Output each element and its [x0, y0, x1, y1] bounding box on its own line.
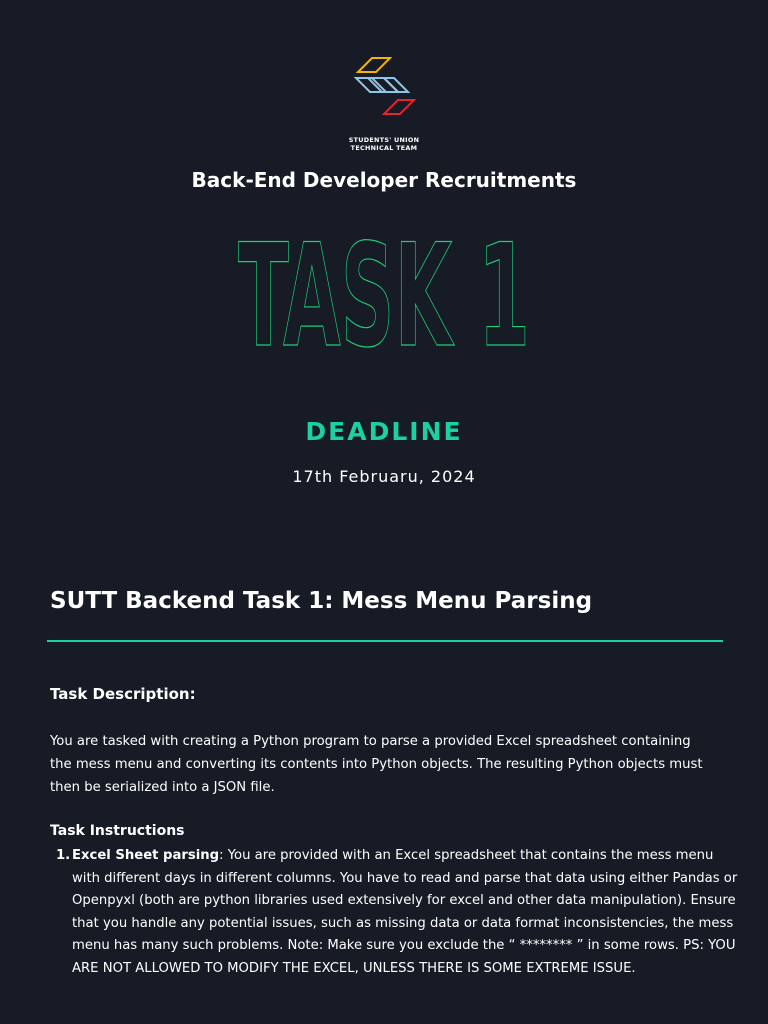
students-union-logo	[334, 56, 434, 150]
task-instructions-heading: Task Instructions	[50, 823, 185, 839]
document-title: SUTT Backend Task 1: Mess Menu Parsing	[50, 588, 593, 614]
task-heading	[224, 214, 544, 379]
instruction-title: Excel Sheet parsing	[72, 848, 220, 863]
org-name	[334, 136, 434, 152]
instruction-number: 1.	[56, 848, 71, 863]
deadline-label: DEADLINE	[305, 417, 463, 446]
recruitment-title: Back-End Developer Recruitments	[191, 168, 577, 192]
task-description-text: You are tasked with creating a Python program to parse a provided Excel spreadsheet containing the mess menu and converting its contents into Python objects. The resulting Python objects must then be serialized into a JSON file.	[50, 734, 703, 795]
org-name-line2: TECHNICAL TEAM	[350, 144, 418, 152]
task-outline-text	[224, 214, 544, 379]
instructions-list	[50, 845, 740, 981]
task-label: TASK 1	[238, 214, 530, 379]
task-description-heading: Task Description:	[50, 685, 196, 703]
org-name-line1: STUDENTS' UNION	[348, 136, 420, 144]
instruction-text: : You are provided with an Excel spreadsheet that contains the mess menu with different days in different columns. You have to read and parse that data using either Pandas or Openpyxl (both are python libraries used extensively for excel and other data manipulation). Ensure that you handle any potential issues, such as missing data or data format inconsistencies, the mess menu has many such problems. Note: Make sure you exclude the “ ******** ” in some rows. PS: YOU ARE NOT ALLOWED TO MODIFY THE EXCEL, UNLESS THERE IS SOME EXTREME ISSUE.	[72, 848, 738, 976]
logo-chevron-icon	[350, 56, 418, 132]
instruction-item	[50, 845, 740, 981]
title-divider	[47, 640, 723, 642]
deadline-date: 17th Februaru, 2024	[292, 467, 476, 486]
